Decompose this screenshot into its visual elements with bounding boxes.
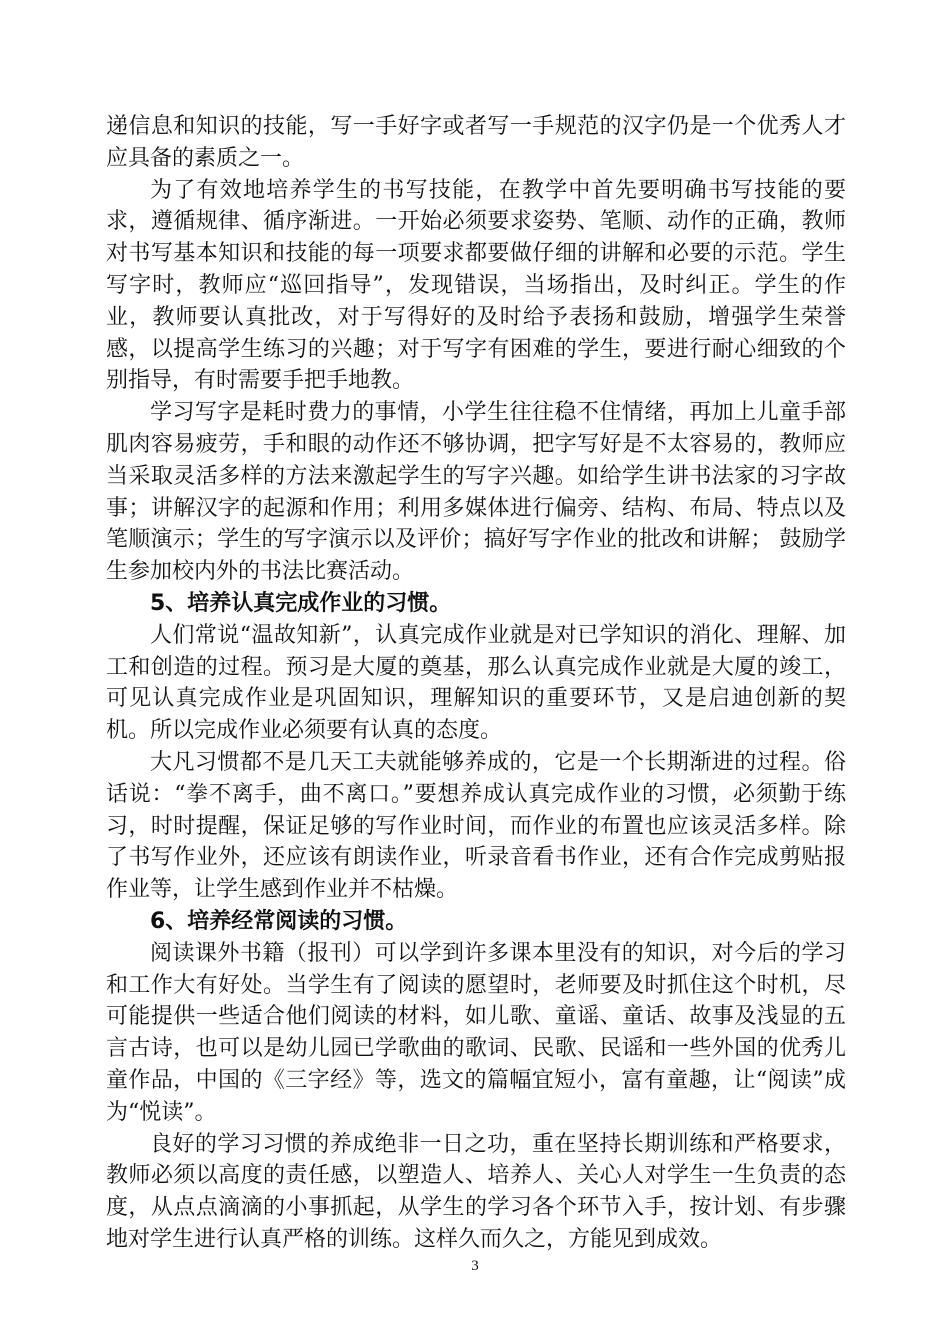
paragraph-homework-meaning: 人们常说“温故知新”，认真完成作业就是对已学知识的消化、理解、加工和创造的过程。预习是大厦的奠基，那么认真完成作业就是大厦的竣工，可见认真完成作业是巩固知识，理解知识的重要环节，又是启迪创新的契机。所以完成作业必须要有认真的态度。: [106, 622, 846, 744]
page-number: 3: [471, 1258, 479, 1274]
paragraph-homework-habit: 大凡习惯都不是几天工夫就能够养成的，它是一个长期渐进的过程。俗话说：“拳不离手，曲不离口。”要想养成认真完成作业的习惯，必须勤于练习，时时提醒，保证足够的写作业时间，而作业的布置也应该灵活多样。除了书写作业外，还应该有朗读作业，听录音看书作业，还有合作完成剪贴报作业等，让学生感到作业并不枯燥。: [106, 749, 846, 903]
paragraph-writing-skills: 为了有效地培养学生的书写技能，在教学中首先要明确书写技能的要求，遵循规律、循序渐进。一开始必须要求姿势、笔顺、动作的正确，教师对书写基本知识和技能的每一项要求都要做仔细的讲解和必要的示范。学生写字时，教师应“巡回指导”，发现错误，当场指出，及时纠正。学生的作业，教师要认真批改，对于写得好的及时给予表扬和鼓励，增强学生荣誉感，以提高学生练习的兴趣；对于写字有困难的学生，要进行耐心细致的个别指导，有时需要手把手地教。: [106, 177, 846, 394]
section-heading-homework: 5、培养认真完成作业的习惯。: [150, 590, 452, 616]
paragraph-continued: 递信息和知识的技能，写一手好字或者写一手规范的汉字仍是一个优秀人才应具备的素质之一。: [106, 114, 846, 171]
paragraph-reading: 阅读课外书籍（报刊）可以学到许多课本里没有的知识，对今后的学习和工作大有好处。当学生有了阅读的愿望时，老师要及时抓住这个时机，尽可能提供一些适合他们阅读的材料，如儿歌、童谣、童话、故事及浅显的五言古诗，也可以是幼儿园已学歌曲的歌词、民歌、民谣和一些外国的优秀儿童作品，中国的《三字经》等，选文的篇幅宜短小，富有童趣，让“阅读”成为“悦读”。: [106, 940, 846, 1125]
section-heading-reading: 6、培养经常阅读的习惯。: [150, 908, 408, 934]
paragraph-conclusion: 良好的学习习惯的养成绝非一日之功，重在坚持长期训练和严格要求，教师必须以高度的责任感，以塑造人、培养人、关心人对学生一生负责的态度，从点点滴滴的小事抓起，从学生的学习各个环节入手，按计划、有步骤地对学生进行认真严格的训练。这样久而久之，方能见到成效。: [106, 1131, 846, 1252]
document-body: [106, 111, 846, 1256]
paragraph-writing-interest: 学习写字是耗时费力的事情，小学生往往稳不住情绪，再加上儿童手部肌肉容易疲劳，手和眼的动作还不够协调，把字写好是不太容易的，教师应当采取灵活多样的方法来激起学生的写字兴趣。如给学生讲书法家的习字故事；讲解汉字的起源和作用；利用多媒体进行偏旁、结构、布局、特点以及笔顺演示；学生的写字演示以及评价；搞好写字作业的批改和讲解； 鼓励学生参加校内外的书法比赛活动。: [106, 400, 846, 585]
